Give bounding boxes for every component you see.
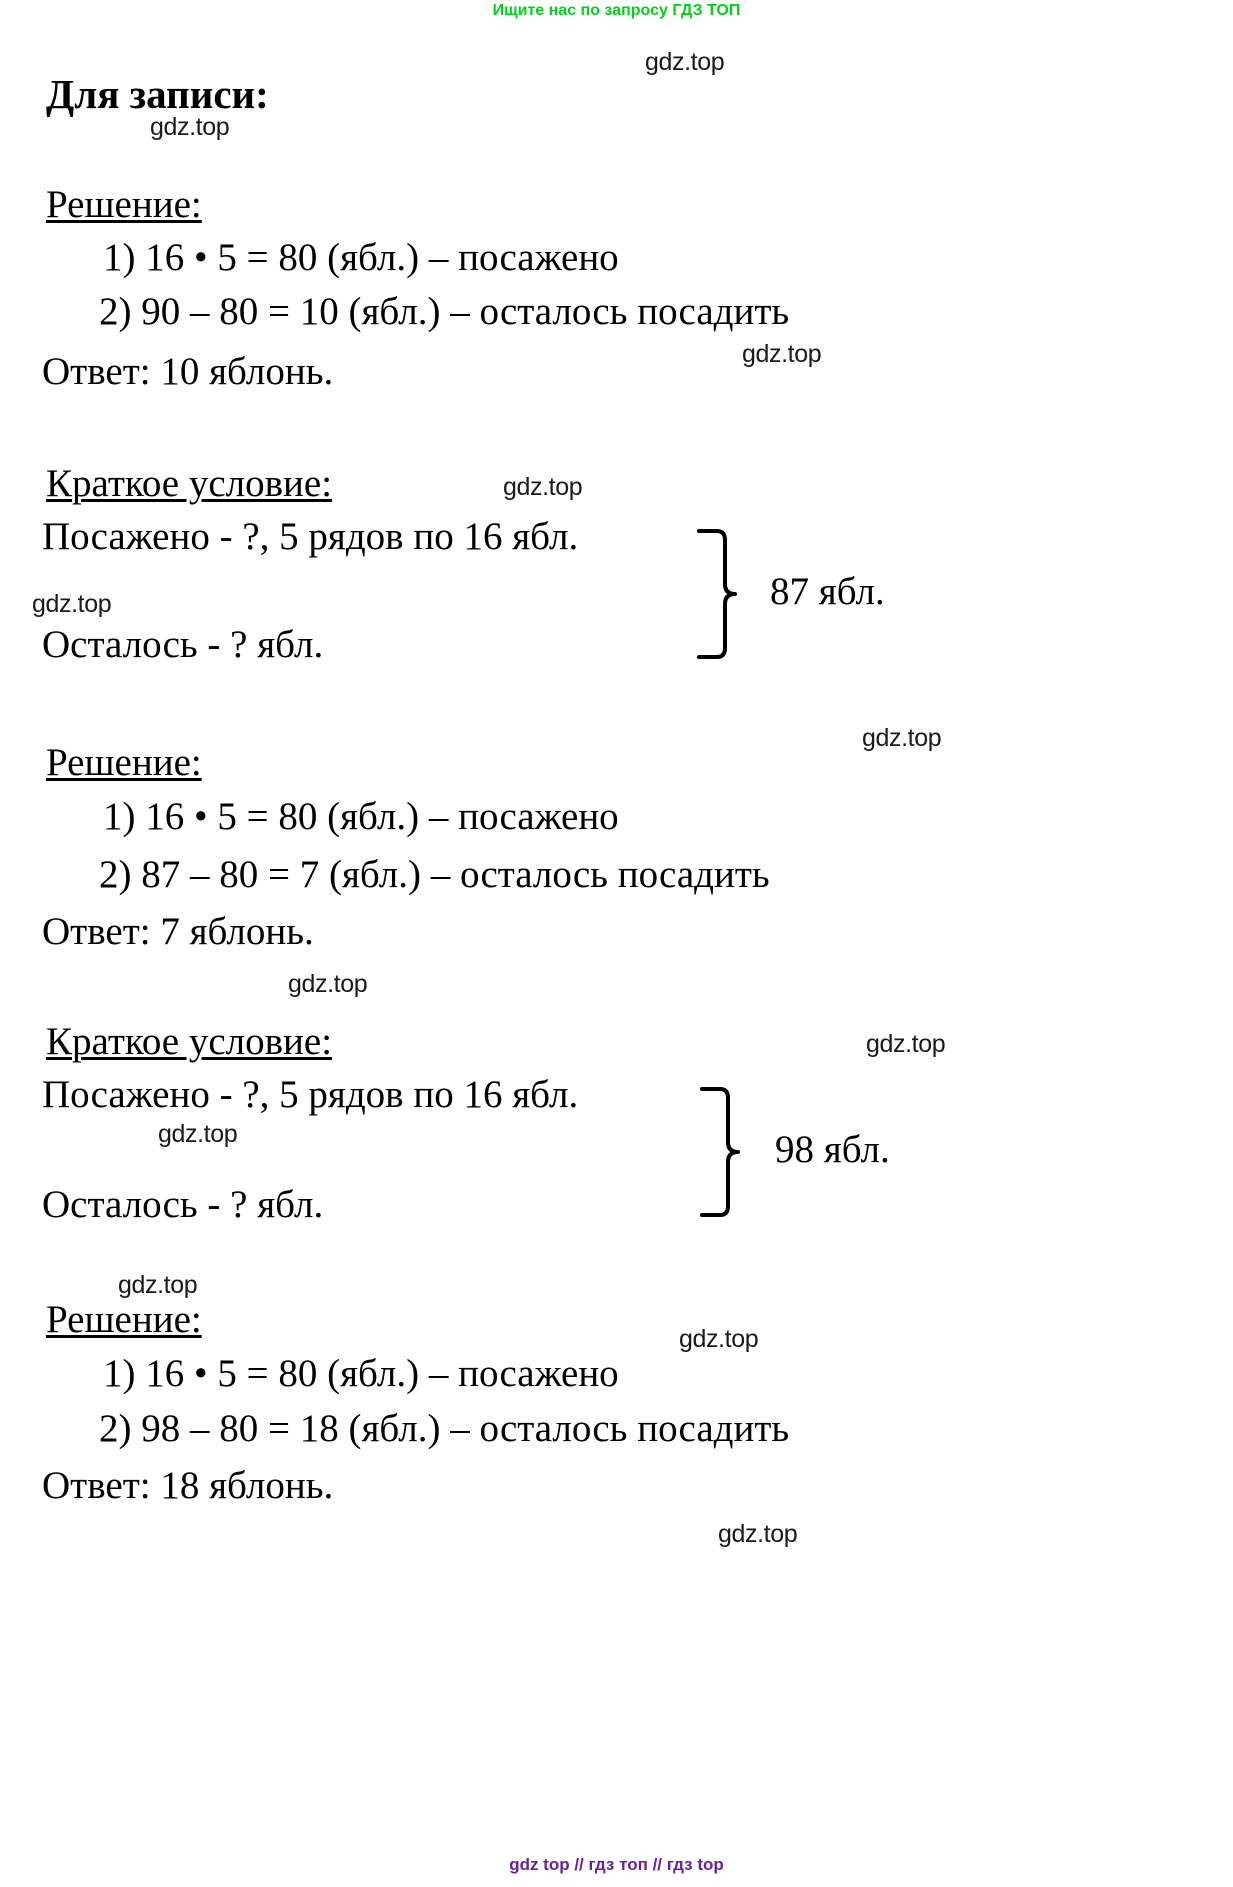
brief-2-heading (46, 1022, 332, 1063)
brief-2-heading-text: Краткое условие: (46, 1020, 333, 1063)
watermark-gdz-top: gdz.top (679, 1325, 759, 1353)
brief-1-heading-text: Краткое условие: (46, 462, 333, 505)
brief-1-total: 87 ябл. (770, 570, 885, 613)
watermark-gdz-top: gdz.top (150, 113, 230, 141)
solution-3-answer: Ответ: 18 яблонь. (42, 1464, 334, 1507)
page-title: Для записи: (46, 71, 269, 117)
solution-3-step-1: 1) 16 • 5 = 80 (ябл.) – посажено (103, 1352, 619, 1395)
watermark-gdz-top: gdz.top (742, 340, 822, 368)
brief-2-row-2: Осталось - ? ябл. (42, 1183, 324, 1226)
watermark-gdz-top: gdz.top (718, 1520, 798, 1548)
solution-1-heading (46, 185, 202, 226)
brace-2 (700, 1086, 760, 1221)
solution-1-heading-text: Решение: (46, 183, 202, 226)
watermark-gdz-top: gdz.top (118, 1271, 198, 1299)
solution-2-step-2: 2) 87 – 80 = 7 (ябл.) – осталось посадить (99, 853, 770, 896)
solution-1-step-2: 2) 90 – 80 = 10 (ябл.) – осталось посадить (99, 290, 790, 333)
solution-2-answer: Ответ: 7 яблонь. (42, 910, 314, 953)
solution-2-heading-text: Решение: (46, 741, 202, 784)
site-footer: gdz top // гдз топ // гдз top (509, 1855, 724, 1874)
watermark-gdz-top: gdz.top (32, 590, 112, 618)
solution-2-heading (46, 743, 202, 784)
brief-1-row-2: Осталось - ? ябл. (42, 623, 324, 666)
watermark-gdz-top: gdz.top (645, 48, 725, 76)
watermark-gdz-top: gdz.top (503, 473, 583, 501)
brief-1-row-1: Посажено - ?, 5 рядов по 16 ябл. (42, 515, 579, 558)
solution-3-step-2: 2) 98 – 80 = 18 (ябл.) – осталось посадить (99, 1407, 790, 1450)
watermark-gdz-top: gdz.top (288, 970, 368, 998)
watermark-gdz-top: gdz.top (866, 1030, 946, 1058)
watermark-gdz-top: gdz.top (862, 724, 942, 752)
solution-3-heading (46, 1300, 202, 1341)
solution-1-answer: Ответ: 10 яблонь. (42, 350, 334, 393)
brief-2-total: 98 ябл. (775, 1128, 890, 1171)
solution-1-step-1: 1) 16 • 5 = 80 (ябл.) – посажено (103, 236, 619, 279)
promo-banner: Ищите нас по запросу ГДЗ ТОП (492, 2, 741, 19)
solution-2-step-1: 1) 16 • 5 = 80 (ябл.) – посажено (103, 795, 619, 838)
brace-1 (697, 528, 757, 663)
brief-1-heading (46, 464, 332, 505)
brief-2-row-1: Посажено - ?, 5 рядов по 16 ябл. (42, 1073, 579, 1116)
solution-3-heading-text: Решение: (46, 1298, 202, 1341)
watermark-gdz-top: gdz.top (158, 1120, 238, 1148)
